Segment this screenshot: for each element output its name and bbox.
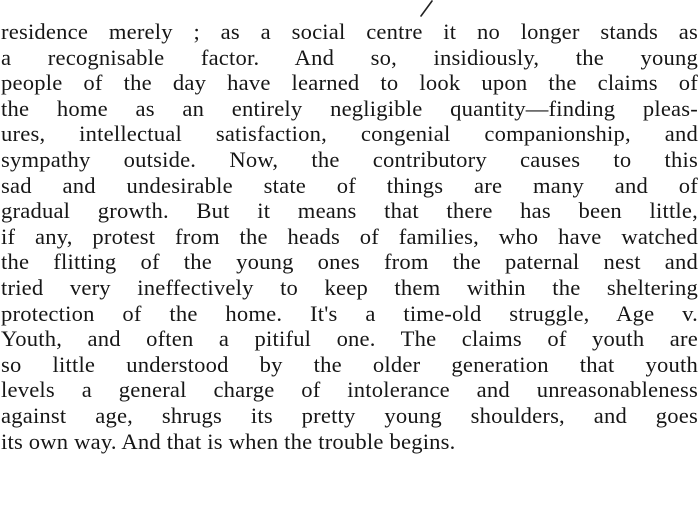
text-line: protection of the home. It's a time-old struggle, Age v. — [1, 300, 698, 326]
text-line: sympathy outside. Now, the contributory causes to this — [1, 146, 698, 172]
text-line: Youth, and often a pitiful one. The claims of youth are — [1, 326, 698, 352]
pen-mark-icon — [418, 0, 434, 18]
text-line: if any, protest from the heads of families, who have watched — [1, 223, 698, 249]
text-line: levels a general charge of intolerance and unreasonableness — [1, 377, 698, 403]
text-line: a recognisable factor. And so, insidiously, the young — [1, 44, 698, 70]
text-line: people of the day have learned to look upon the claims of — [1, 70, 698, 96]
text-line: sad and undesirable state of things are many and of — [1, 172, 698, 198]
text-line: so little understood by the older generation that youth — [1, 351, 698, 377]
text-line: the flitting of the young ones from the paternal nest and — [1, 249, 698, 275]
body-paragraph — [1, 19, 698, 454]
text-line: the home as an entirely negligible quantity—finding pleas- — [1, 95, 698, 121]
text-line: gradual growth. But it means that there has been little, — [1, 198, 698, 224]
text-line: its own way. And that is when the trouble begins. — [1, 428, 456, 454]
text-line: residence merely ; as a social centre it no longer stands as — [1, 19, 698, 44]
text-line: ures, intellectual satisfaction, congenial companionship, and — [1, 121, 698, 147]
text-line: against age, shrugs its pretty young shoulders, and goes — [1, 402, 698, 428]
text-line: tried very ineffectively to keep them within the sheltering — [1, 274, 698, 300]
